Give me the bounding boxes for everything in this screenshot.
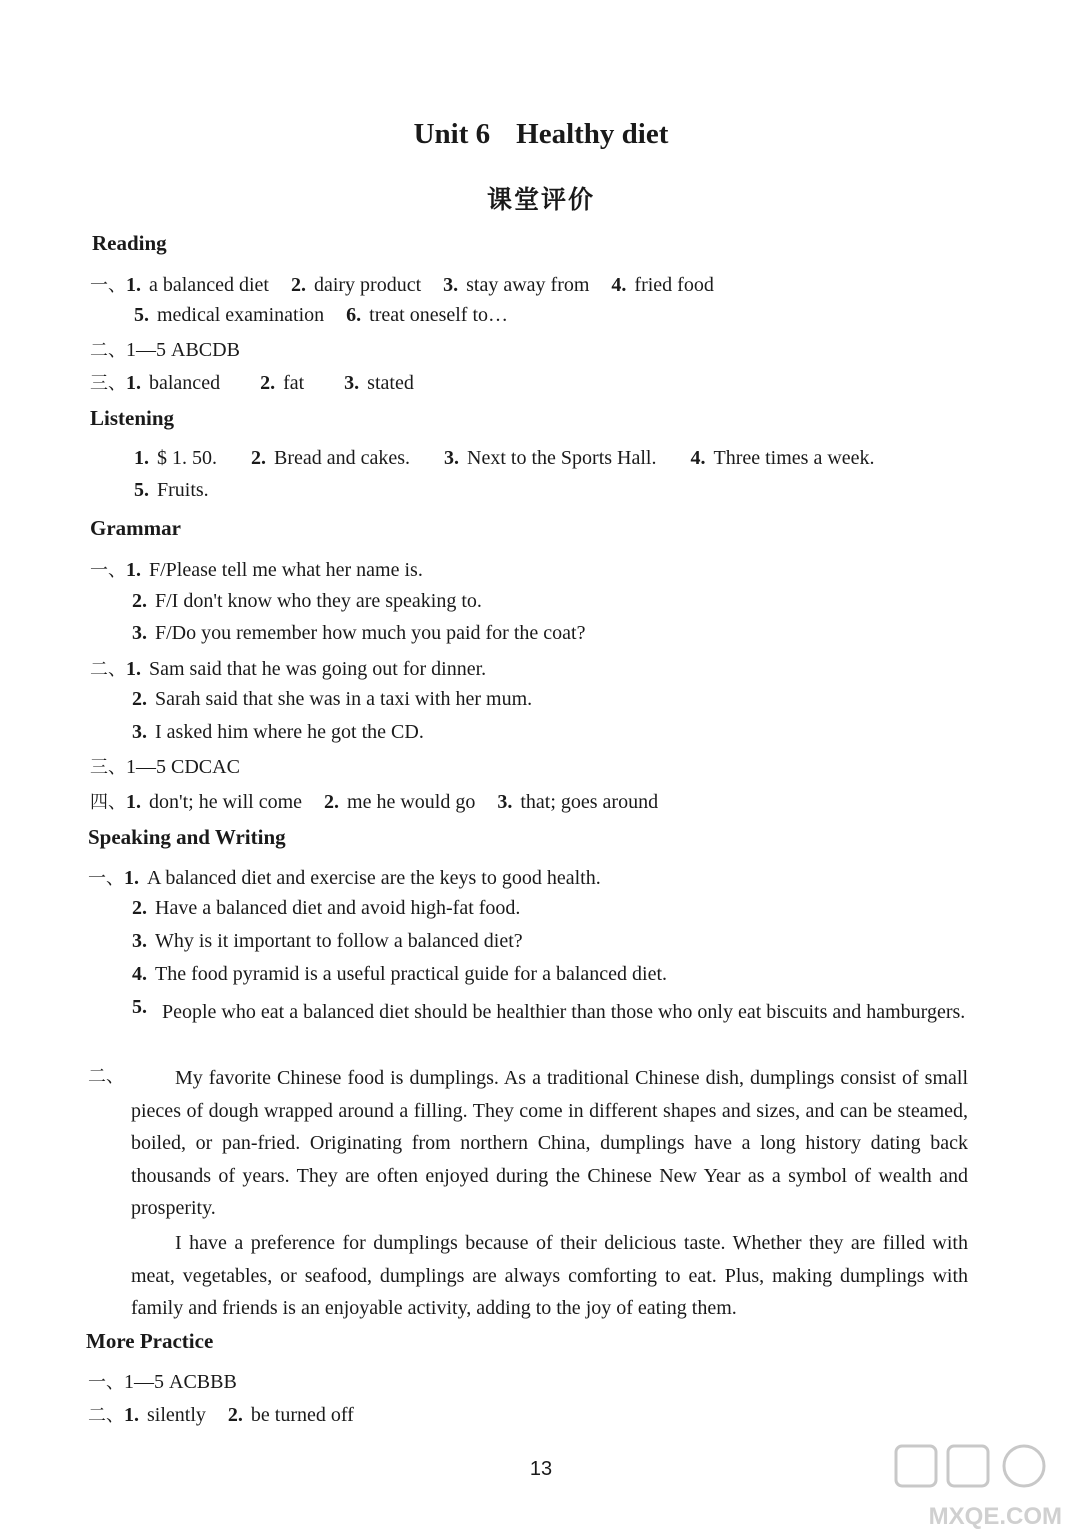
section-heading-more-practice: More Practice [86, 1329, 214, 1353]
listening-line-2: 5. Fruits. [134, 479, 209, 501]
grammar-line-a3: 3. F/Do you remember how much you paid for the coat? [132, 622, 586, 644]
more-line-a: 一、1—5 ACBBB [88, 1371, 237, 1393]
grammar-line-a1: 一、1. F/Please tell me what her name is. [90, 559, 423, 581]
grammar-line-b3: 3. I asked him where he got the CD. [132, 721, 424, 743]
watermark-text: MXQE.COM [928, 1503, 1062, 1530]
reading-line-1: 一、1. a balanced diet 2. dairy product 3. stay away from 4. fried food [90, 274, 714, 296]
listening-line-1: 1. $ 1. 50. 2. Bread and cakes. 3. Next to the Sports Hall. 4. Three times a week. [134, 447, 875, 469]
marker-one: 一、 [90, 275, 126, 296]
speaking-line-5-number: 5. [132, 996, 147, 1018]
reading-line-2: 5. medical examination 6. treat oneself to… [134, 304, 509, 326]
section-heading-grammar: Grammar [90, 516, 181, 540]
watermark-logo [886, 1442, 1076, 1532]
speaking-line-2: 2. Have a balanced diet and avoid high-fat food. [132, 897, 521, 919]
page-number: 13 [529, 1458, 553, 1480]
unit-number: Unit 6 [413, 118, 491, 150]
more-line-b: 二、1. silently 2. be turned off [88, 1404, 354, 1426]
unit-name: Healthy diet [516, 118, 669, 150]
grammar-line-c: 三、1—5 CDCAC [90, 756, 240, 778]
page-title [0, 118, 1082, 151]
section-heading-speaking-writing: Speaking and Writing [88, 825, 286, 849]
essay-paragraph-1: My favorite Chinese food is dumplings. As a traditional Chinese dish, dumplings consist of small pieces of dough wrapped around a filling. They come in different shapes and sizes, and can be steamed, boiled, or pan-fried. Originating from northern China, dumplings have a long history dating back thousands of years. They are often enjoyed during the Chinese New Year as a symbol of wealth and prosperity. [131, 1067, 968, 1220]
speaking-line-4: 4. The food pyramid is a useful practical guide for a balanced diet. [132, 963, 668, 985]
grammar-line-a2: 2. F/I don't know who they are speaking to. [132, 590, 482, 612]
speaking-line-3: 3. Why is it important to follow a balanced diet? [132, 930, 523, 952]
grammar-line-d: 四、1. don't; he will come 2. me he would go 3. that; goes around [90, 791, 659, 813]
reading-line-4: 三、1. balanced 2. fat 3. stated [90, 372, 414, 394]
essay-marker: 二、 [88, 1066, 124, 1087]
section-heading-listening: Listening [90, 406, 175, 430]
reading-line-3: 二、1—5 ABCDB [90, 339, 240, 361]
speaking-line-5-text: People who eat a balanced diet should be healthier than those who only eat biscuits and hamburgers. [162, 1001, 966, 1023]
grammar-line-b1: 二、1. Sam said that he was going out for dinner. [90, 658, 487, 680]
page-subtitle: 课堂评价 [486, 185, 595, 214]
speaking-line-1: 一、1. A balanced diet and exercise are the keys to good health. [88, 867, 601, 889]
essay-paragraph-2: I have a preference for dumplings because of their delicious taste. Whether they are filled with meat, vegetables, or seafood, dumplings are always comforting to eat. Plus, making dumplings with family and friends is an enjoyable activity, adding to the joy of eating them. [131, 1232, 968, 1320]
grammar-line-b2: 2. Sarah said that she was in a taxi with her mum. [132, 688, 533, 710]
section-heading-reading: Reading [92, 231, 167, 255]
